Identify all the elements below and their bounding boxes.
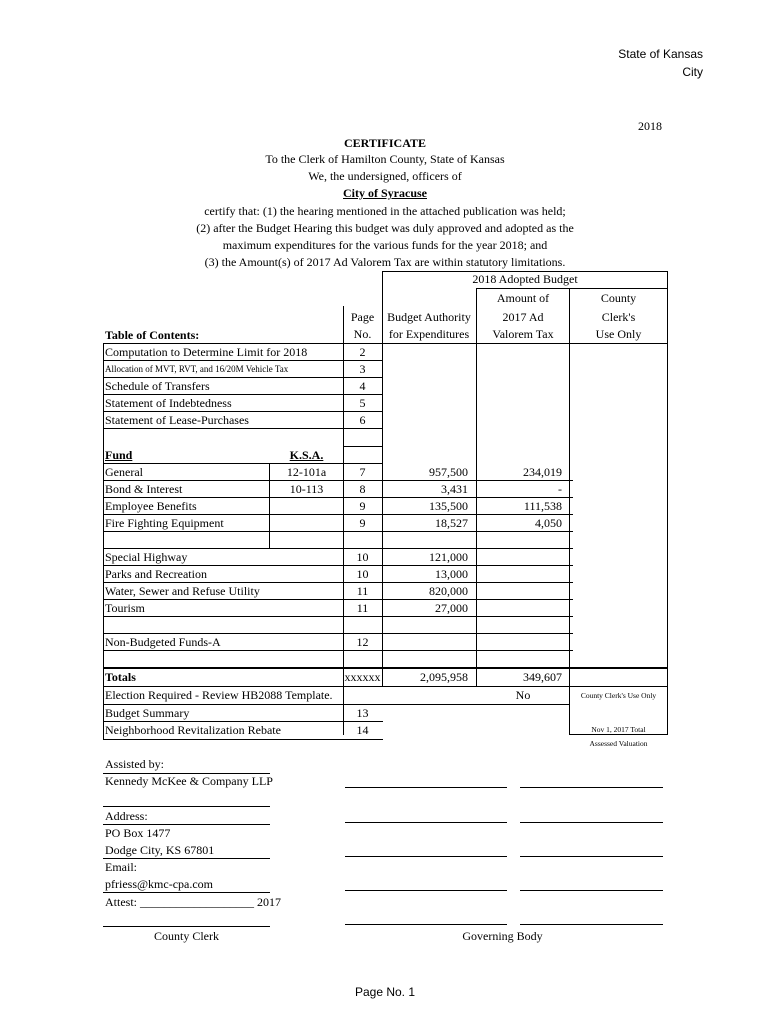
signature-line[interactable] — [345, 822, 507, 823]
fund-name: Bond & Interest — [105, 482, 183, 496]
footer-rule — [103, 892, 270, 893]
signature-line[interactable] — [520, 787, 663, 788]
fund-page: 8 — [359, 482, 366, 496]
ksa-label: K.S.A. — [289, 448, 324, 462]
fund-budget: 27,000 — [435, 601, 468, 615]
budget-summary-label: Budget Summary — [105, 706, 190, 720]
election-label: Election Required - Review HB2088 Template. — [105, 688, 333, 702]
col-budget-2: for Expenditures — [388, 327, 470, 341]
budget-summary-page: 13 — [356, 706, 369, 720]
fund-page: 11 — [356, 601, 369, 615]
footer-rule — [103, 806, 270, 807]
totals-budget: 2,095,958 — [420, 670, 468, 684]
totals-tax: 349,607 — [523, 670, 562, 684]
fund-budget: 13,000 — [435, 567, 468, 581]
col-county-2: Clerk's — [601, 310, 636, 324]
toc-page: 5 — [359, 396, 366, 410]
adopted-budget-header: 2018 Adopted Budget — [472, 272, 578, 286]
fund-budget: 3,431 — [441, 482, 468, 496]
fund-name: Parks and Recreation — [105, 567, 207, 581]
col-budget-1: Budget Authority — [387, 310, 471, 324]
fund-name: Tourism — [105, 601, 145, 615]
address-label: Address: — [105, 809, 148, 823]
toc-label: Table of Contents: — [105, 328, 200, 342]
footer-rule — [103, 926, 270, 927]
fund-name: Fire Fighting Equipment — [105, 516, 224, 530]
fund-page: 11 — [356, 584, 369, 598]
fund-name: General — [105, 465, 143, 479]
toc-page: 2 — [359, 345, 366, 359]
col-page-2: No. — [353, 327, 372, 341]
year-label: 2018 — [638, 119, 662, 133]
toc-page: 3 — [359, 362, 366, 376]
fund-page: 7 — [359, 465, 366, 479]
governing-body-label: Governing Body — [462, 929, 543, 943]
assisted-by-label: Assisted by: — [105, 757, 165, 771]
fund-tax: 4,050 — [535, 516, 562, 530]
neighborhood-label: Neighborhood Revitalization Rebate — [105, 723, 281, 737]
certificate-line-4: (2) after the Budget Hearing this budget was duly approved and adopted as the — [196, 221, 574, 235]
fund-name: Water, Sewer and Refuse Utility — [105, 584, 260, 598]
county-use-label: County Clerk's Use Only — [580, 691, 657, 700]
toc-item: Computation to Determine Limit for 2018 — [105, 345, 308, 359]
fund-page: 10 — [356, 567, 369, 581]
fund-ksa: 10-113 — [289, 482, 324, 496]
certificate-line-2: We, the undersigned, officers of — [308, 169, 462, 183]
table-left-border — [103, 344, 104, 740]
toc-item: Statement of Indebtedness — [105, 396, 232, 410]
fund-page: 10 — [356, 550, 369, 564]
non-budgeted-label: Non-Budgeted Funds-A — [105, 635, 221, 649]
fund-budget: 957,500 — [429, 465, 468, 479]
entity-name: City of Syracuse — [343, 186, 427, 200]
address-line-1: PO Box 1477 — [105, 826, 171, 840]
assessed-valuation-2: Assessed Valuation — [589, 739, 648, 748]
row-rule — [103, 739, 383, 740]
toc-item: Statement of Lease-Purchases — [105, 413, 249, 427]
firm-name: Kennedy McKee & Company LLP — [105, 774, 273, 788]
election-value: No — [515, 688, 531, 702]
email-label: Email: — [105, 860, 137, 874]
fund-budget: 820,000 — [429, 584, 468, 598]
signature-line[interactable] — [520, 856, 663, 857]
totals-page: xxxxxx — [344, 670, 381, 684]
signature-line[interactable] — [520, 822, 663, 823]
city-label: City — [682, 65, 703, 79]
toc-page: 6 — [359, 413, 366, 427]
toc-page: 4 — [359, 379, 366, 393]
signature-line[interactable] — [520, 924, 663, 925]
county-clerk-label: County Clerk — [154, 929, 219, 943]
signature-line[interactable] — [345, 856, 507, 857]
certificate-title: CERTIFICATE — [343, 136, 427, 150]
signature-line[interactable] — [345, 924, 507, 925]
certificate-line-3: certify that: (1) the hearing mentioned in the attached publication was held; — [204, 204, 566, 218]
signature-line[interactable] — [345, 787, 507, 788]
row-rule — [103, 616, 573, 617]
signature-line[interactable] — [520, 890, 663, 891]
col-county-1: County — [600, 291, 637, 305]
totals-label: Totals — [105, 670, 136, 684]
col-amount-2: 2017 Ad — [502, 310, 544, 324]
neighborhood-page: 14 — [356, 723, 369, 737]
fund-name: Employee Benefits — [105, 499, 197, 513]
row-rule — [343, 446, 383, 447]
email-value: pfriess@kmc-cpa.com — [105, 877, 214, 891]
fund-tax: 111,538 — [523, 499, 562, 513]
col-amount-3: Valorem Tax — [492, 327, 554, 341]
table-right-border — [667, 271, 668, 734]
col-page-1: Page — [350, 310, 375, 324]
signature-line[interactable] — [345, 890, 507, 891]
fund-name: Special Highway — [105, 550, 188, 564]
attest-line: Attest: ___________________ 2017 — [105, 895, 281, 909]
non-budgeted-page: 12 — [356, 635, 369, 649]
col-amount-1: Amount of — [496, 291, 550, 305]
fund-budget: 18,527 — [435, 516, 468, 530]
fund-page: 9 — [359, 516, 366, 530]
fund-tax: 234,019 — [523, 465, 562, 479]
header-rule — [476, 288, 668, 289]
fund-label: Fund — [105, 448, 133, 462]
toc-item: Allocation of MVT, RVT, and 16/20M Vehicle Tax — [105, 364, 289, 374]
toc-item: Schedule of Transfers — [105, 379, 210, 393]
address-line-2: Dodge City, KS 67801 — [105, 843, 215, 857]
fund-budget: 121,000 — [429, 550, 468, 564]
certificate-line-5: maximum expenditures for the various funds for the year 2018; and — [222, 238, 548, 252]
fund-page: 9 — [359, 499, 366, 513]
assessed-valuation-1: Nov 1, 2017 Total — [591, 725, 646, 734]
fund-budget: 135,500 — [429, 499, 468, 513]
fund-tax: - — [558, 482, 562, 496]
page-number: Page No. 1 — [354, 985, 416, 999]
fund-ksa: 12-101a — [286, 465, 327, 479]
certificate-line-1: To the Clerk of Hamilton County, State of Kansas — [265, 152, 505, 166]
state-label: State of Kansas — [618, 47, 703, 61]
col-county-3: Use Only — [595, 327, 642, 341]
certificate-line-6: (3) the Amount(s) of 2017 Ad Valorem Tax are within statutory limitations. — [204, 255, 566, 269]
